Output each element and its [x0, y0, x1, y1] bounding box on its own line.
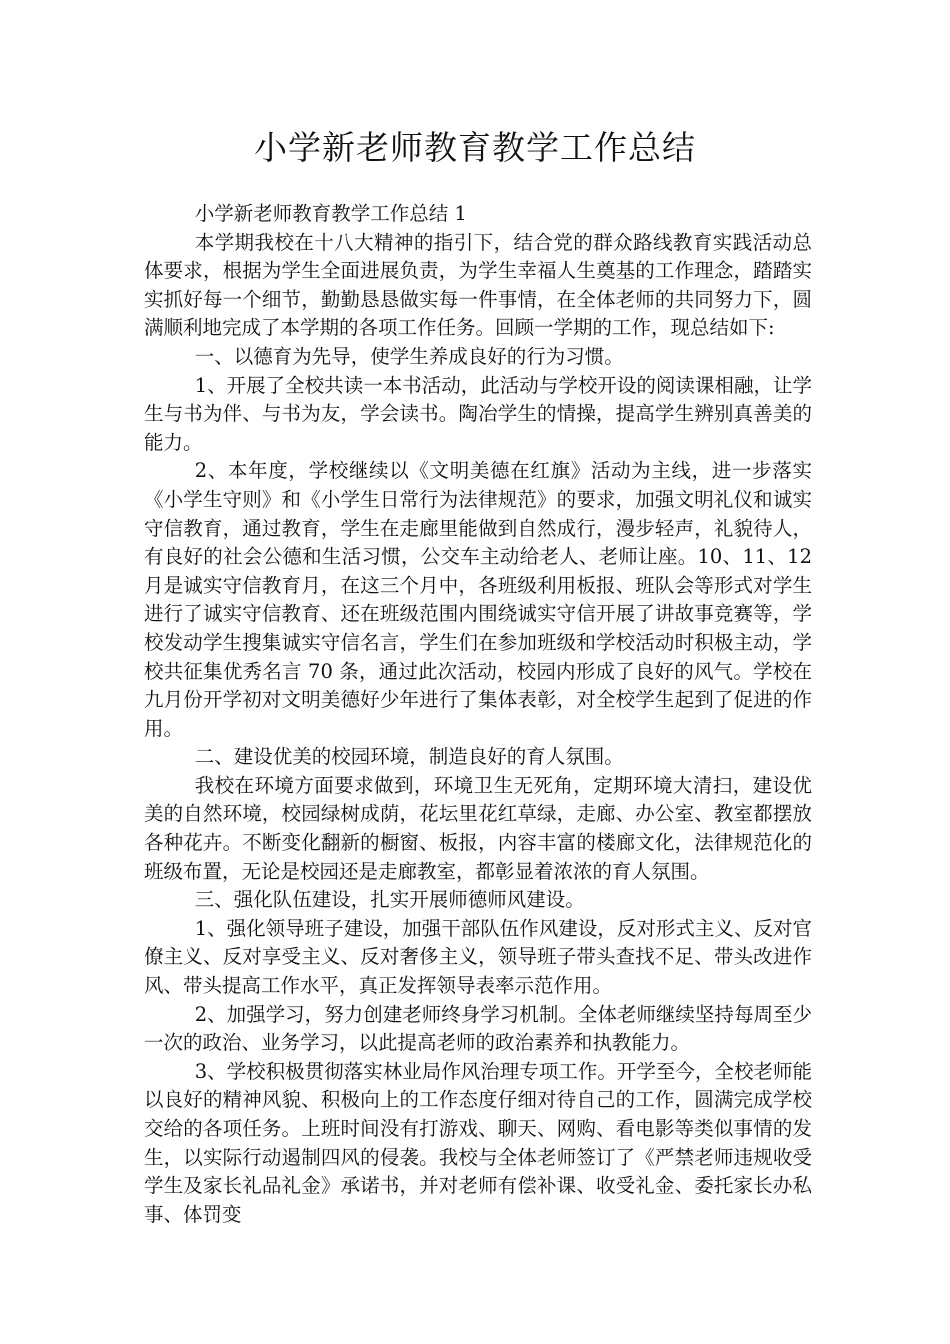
document-title: 小学新老师教育教学工作总结 — [254, 128, 696, 167]
paragraph-1-2: 2、本年度，学校继续以《文明美德在红旗》活动为主线，进一步落实《小学生守则》和《小学生日常行为法律规范》的要求，加强文明礼仪和诚实守信教育，通过教育，学生在走廊里能做到自然成行，漫步轻声，礼貌待人，有良好的社会公德和生活习惯，公交车主动给老人、老师让座。10、11、12 月是诚实守信教育月，在这三个月中，各班级利用板报、班队会等形式对学生进行了诚实守信教育、还在班级范围内围绕诚实守信开展了讲故事竞赛等，学校发动学生搜集诚实守信名言，学生们在参加班级和学校活动时积极主动，学校共征集优秀名言 70 条，通过此次活动，校园内形成了良好的风气。学校在九月份开学初对文明美德好少年进行了集体表彰，对全校学生起到了促进的作用。 — [144, 459, 812, 740]
paragraph-3-2: 2、加强学习，努力创建老师终身学习机制。全体老师继续坚持每周至少一次的政治、业务学习，以此提高老师的政治素养和执教能力。 — [144, 1002, 812, 1055]
paragraph-3-3: 3、学校积极贯彻落实林业局作风治理专项工作。开学至今，全校老师能以良好的精神风貌、积极向上的工作态度仔细对待自己的工作，圆满完成学校交给的各项任务。上班时间没有打游戏、聊天、网购、看电影等类似事情的发生，以实际行动遏制四风的侵袭。我校与全体老师签订了《严禁老师违规收受学生及家长礼品礼金》承诺书，并对老师有偿补课、收受礼金、委托家长办私事、体罚变 — [144, 1059, 812, 1226]
paragraph-heading-1: 小学新老师教育教学工作总结 1 — [194, 202, 467, 225]
paragraph-1-1: 1、开展了全校共读一本书活动，此活动与学校开设的阅读课相融，让学生与书为伴、与书为友，学会读书。陶冶学生的情操，提高学生辨别真善美的能力。 — [144, 373, 812, 454]
section-heading-3: 三、强化队伍建设，扎实开展师德师风建设。 — [194, 888, 585, 912]
paragraph-intro: 本学期我校在十八大精神的指引下，结合党的群众路线教育实践活动总体要求，根据为学生全面进展负责，为学生幸福人生奠基的工作理念，踏踏实实抓好每一个细节，勤勤恳恳做实每一件事情，在全体老师的共同努力下，圆满顺利地完成了本学期的各项工作任务。回顾一学期的工作，现总结如下: — [144, 230, 812, 340]
paragraph-3-1: 1、强化领导班子建设，加强干部队伍作风建设，反对形式主义、反对官僚主义、反对享受主义、反对奢侈主义，领导班子带头查找不足、带头改进作风、带头提高工作水平，真正发挥领导表率示范作用。 — [144, 916, 812, 998]
document-body — [144, 200, 812, 1229]
paragraph-2: 我校在环境方面要求做到，环境卫生无死角，定期环境大清扫，建设优美的自然环境，校园绿树成荫，花坛里花红草绿，走廊、办公室、教室都摆放各种花卉。不断变化翻新的橱窗、板报，内容丰富的楼廊文化，法律规范化的班级布置，无论是校园还是走廊教室，都彰显着浓浓的育人氛围。 — [144, 773, 812, 883]
section-heading-2: 二、建设优美的校园环境，制造良好的育人氛围。 — [194, 745, 624, 769]
section-heading-1: 一、以德育为先导，使学生养成良好的行为习惯。 — [194, 344, 624, 368]
